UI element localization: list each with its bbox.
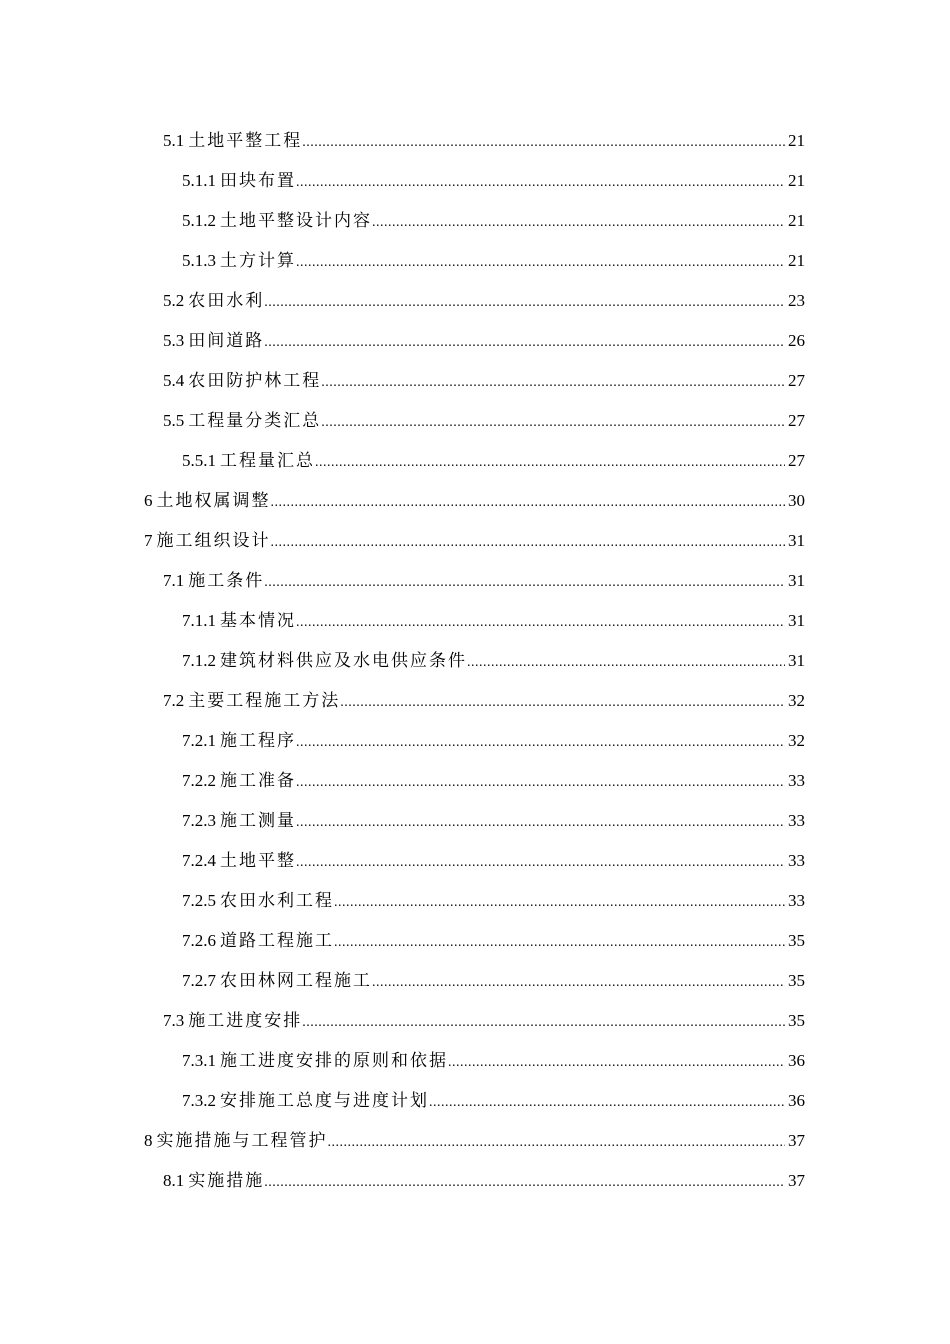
toc-entry-number: 7.3.2: [182, 1091, 216, 1110]
toc-entry-number: 8.1: [163, 1171, 185, 1190]
toc-entry-number: 8: [144, 1131, 153, 1150]
toc-entry[interactable]: [0, 561, 950, 601]
toc-entry-title: 土方计算: [220, 251, 296, 271]
toc-dot-leader: [372, 211, 785, 231]
toc-entry-page-number: 27: [788, 411, 805, 430]
toc-entry-number: 7.1.1: [182, 611, 216, 630]
toc-entry-title: 农田防护林工程: [188, 371, 322, 391]
toc-entry-number: 7.2.7: [182, 971, 216, 990]
toc-entry-page-number: 21: [788, 131, 805, 150]
toc-entry-title: 施工组织设计: [156, 531, 271, 551]
toc-entry-page-number: 32: [788, 691, 805, 710]
toc-entry[interactable]: [0, 1121, 950, 1161]
toc-entry-number: 7: [144, 531, 153, 550]
toc-entry-page-number: 21: [788, 171, 805, 190]
toc-entry[interactable]: [0, 241, 950, 281]
toc-entry-title: 土地平整: [220, 851, 296, 871]
toc-entry-title: 道路工程施工: [220, 931, 334, 951]
toc-entry-title: 田间道路: [188, 331, 265, 351]
toc-entry-title: 施工准备: [220, 771, 296, 791]
toc-dot-leader: [264, 1171, 785, 1191]
toc-entry[interactable]: [0, 681, 950, 721]
toc-entry-number: 7.2.6: [182, 931, 216, 950]
toc-entry-number: 6: [144, 491, 153, 510]
toc-dot-leader: [448, 1051, 785, 1071]
toc-entry-title: 实施措施: [188, 1171, 265, 1191]
toc-entry[interactable]: [0, 801, 950, 841]
toc-entry-page-number: 30: [788, 491, 805, 510]
toc-dot-leader: [296, 851, 785, 871]
toc-dot-leader: [334, 931, 785, 951]
toc-entry[interactable]: [0, 161, 950, 201]
toc-entry[interactable]: [0, 761, 950, 801]
toc-dot-leader: [302, 1011, 785, 1031]
toc-entry-number: 5.1.3: [182, 251, 216, 270]
toc-entry-number: 7.1: [163, 571, 185, 590]
toc-entry[interactable]: [0, 841, 950, 881]
toc-entry-page-number: 33: [788, 811, 805, 830]
toc-dot-leader: [296, 811, 785, 831]
toc-dot-leader: [296, 731, 785, 751]
toc-entry-title: 主要工程施工方法: [188, 691, 341, 711]
toc-dot-leader: [296, 611, 785, 631]
toc-entry-page-number: 27: [788, 451, 805, 470]
toc-dot-leader: [340, 691, 785, 711]
toc-entry-title: 施工条件: [188, 571, 265, 591]
toc-entry[interactable]: [0, 481, 950, 521]
toc-entry-title: 施工程序: [220, 731, 296, 751]
toc-entry[interactable]: [0, 401, 950, 441]
toc-entry-number: 5.1.2: [182, 211, 216, 230]
toc-dot-leader: [296, 171, 785, 191]
toc-entry-page-number: 26: [788, 331, 805, 350]
toc-entry-page-number: 31: [788, 571, 805, 590]
toc-entry-title: 实施措施与工程管护: [156, 1131, 328, 1151]
toc-entry-page-number: 33: [788, 891, 805, 910]
toc-entry-number: 7.3: [163, 1011, 185, 1030]
toc-entry-page-number: 35: [788, 971, 805, 990]
toc-dot-leader: [315, 451, 785, 471]
toc-dot-leader: [264, 331, 785, 351]
toc-entry-page-number: 37: [788, 1171, 805, 1190]
toc-entry-title: 安排施工总度与进度计划: [220, 1091, 429, 1111]
toc-entry-title: 土地平整设计内容: [220, 211, 372, 231]
toc-entry-page-number: 21: [788, 211, 805, 230]
toc-dot-leader: [264, 571, 785, 591]
toc-entry-title: 田块布置: [220, 171, 296, 191]
toc-dot-leader: [429, 1091, 785, 1111]
toc-entry-number: 7.2.5: [182, 891, 216, 910]
toc-entry-number: 5.3: [163, 331, 185, 350]
toc-entry-page-number: 35: [788, 1011, 805, 1030]
toc-entry-title: 施工进度安排: [188, 1011, 303, 1031]
toc-entry[interactable]: [0, 1001, 950, 1041]
toc-entry-title: 土地平整工程: [188, 131, 303, 151]
toc-entry-title: 施工测量: [220, 811, 296, 831]
toc-entry-number: 7.2.1: [182, 731, 216, 750]
toc-entry-number: 7.2.2: [182, 771, 216, 790]
toc-entry[interactable]: [0, 601, 950, 641]
toc-entry[interactable]: [0, 961, 950, 1001]
toc-entry-number: 7.2.3: [182, 811, 216, 830]
toc-entry[interactable]: [0, 921, 950, 961]
toc-dot-leader: [328, 1131, 786, 1151]
toc-dot-leader: [321, 371, 785, 391]
toc-dot-leader: [334, 891, 785, 911]
toc-entry-page-number: 23: [788, 291, 805, 310]
toc-entry-number: 5.1: [163, 131, 185, 150]
toc-entry-page-number: 36: [788, 1051, 805, 1070]
toc-entry-page-number: 27: [788, 371, 805, 390]
toc-entry-page-number: 31: [788, 611, 805, 630]
toc-entry-page-number: 35: [788, 931, 805, 950]
toc-entry-number: 5.5.1: [182, 451, 216, 470]
toc-entry[interactable]: [0, 1161, 950, 1201]
toc-entry-number: 5.2: [163, 291, 185, 310]
toc-entry-page-number: 36: [788, 1091, 805, 1110]
toc-entry-title: 农田水利: [188, 291, 265, 311]
table-of-contents: [0, 121, 950, 1201]
toc-entry-page-number: 31: [788, 651, 805, 670]
toc-entry-number: 5.5: [163, 411, 185, 430]
toc-entry-page-number: 31: [788, 531, 805, 550]
toc-entry-title: 农田水利工程: [220, 891, 334, 911]
toc-entry[interactable]: [0, 201, 950, 241]
toc-entry-title: 基本情况: [220, 611, 296, 631]
toc-entry[interactable]: [0, 361, 950, 401]
toc-entry-title: 工程量汇总: [220, 451, 315, 471]
toc-entry-title: 土地权属调整: [156, 491, 271, 511]
toc-dot-leader: [271, 491, 786, 511]
toc-dot-leader: [296, 251, 785, 271]
toc-entry-page-number: 32: [788, 731, 805, 750]
toc-dot-leader: [467, 651, 785, 671]
toc-dot-leader: [321, 411, 785, 431]
toc-entry-page-number: 37: [788, 1131, 805, 1150]
toc-dot-leader: [296, 771, 785, 791]
toc-entry[interactable]: [0, 121, 950, 161]
toc-entry-title: 工程量分类汇总: [188, 411, 322, 431]
toc-entry-page-number: 33: [788, 851, 805, 870]
toc-entry-number: 7.3.1: [182, 1051, 216, 1070]
toc-entry-number: 5.1.1: [182, 171, 216, 190]
toc-entry-number: 7.1.2: [182, 651, 216, 670]
toc-dot-leader: [372, 971, 785, 991]
toc-entry[interactable]: [0, 441, 950, 481]
toc-entry[interactable]: [0, 281, 950, 321]
toc-dot-leader: [302, 131, 785, 151]
toc-entry-page-number: 33: [788, 771, 805, 790]
toc-dot-leader: [264, 291, 785, 311]
toc-entry-number: 5.4: [163, 371, 185, 390]
toc-entry-title: 建筑材料供应及水电供应条件: [220, 651, 467, 671]
toc-entry[interactable]: [0, 1081, 950, 1121]
toc-entry-number: 7.2.4: [182, 851, 216, 870]
toc-entry-page-number: 21: [788, 251, 805, 270]
toc-entry[interactable]: [0, 521, 950, 561]
toc-entry[interactable]: [0, 721, 950, 761]
toc-entry-title: 农田林网工程施工: [220, 971, 372, 991]
toc-entry[interactable]: [0, 881, 950, 921]
toc-entry[interactable]: [0, 1041, 950, 1081]
toc-dot-leader: [271, 531, 786, 551]
toc-entry-number: 7.2: [163, 691, 185, 710]
toc-entry-title: 施工进度安排的原则和依据: [220, 1051, 448, 1071]
toc-entry[interactable]: [0, 321, 950, 361]
toc-entry[interactable]: [0, 641, 950, 681]
